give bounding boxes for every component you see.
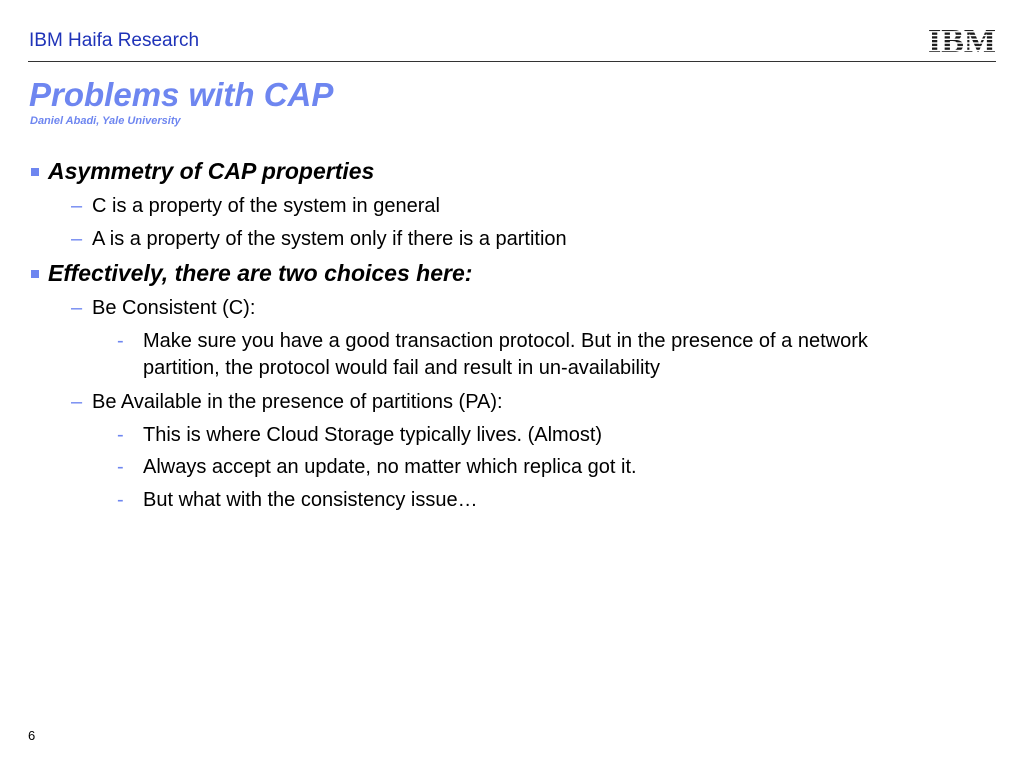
bullet-transaction-protocol-line1: Make sure you have a good transaction protocol. But in the presence of a network <box>143 330 868 352</box>
slide-header-org: IBM Haifa Research <box>29 30 200 51</box>
bullet-asymmetry: Asymmetry of CAP properties <box>48 158 375 184</box>
slide-title: Problems with CAP <box>29 76 334 113</box>
ibm-logo <box>928 25 996 55</box>
hyphen-bullet-icon: - <box>117 489 124 511</box>
slide-subtitle: Daniel Abadi, Yale University <box>30 115 181 127</box>
bullet-c-property: C is a property of the system in general <box>92 195 440 217</box>
dash-bullet-icon: – <box>71 228 83 250</box>
hyphen-bullet-icon: - <box>117 330 124 352</box>
header-divider <box>28 61 996 62</box>
bullet-consistency-issue: But what with the consistency issue… <box>143 489 478 511</box>
bullet-two-choices: Effectively, there are two choices here: <box>48 260 473 286</box>
bullet-transaction-protocol-line2: partition, the protocol would fail and result in un-availability <box>143 357 660 379</box>
page-number: 6 <box>28 728 36 743</box>
bullet-be-available: Be Available in the presence of partitions (PA): <box>92 391 503 413</box>
bullet-cloud-storage: This is where Cloud Storage typically lives. (Almost) <box>143 424 603 446</box>
square-bullet-icon <box>31 270 39 278</box>
hyphen-bullet-icon: - <box>117 424 124 446</box>
dash-bullet-icon: – <box>71 391 83 413</box>
bullet-accept-update: Always accept an update, no matter which replica got it. <box>143 456 637 478</box>
square-bullet-icon <box>31 168 39 176</box>
dash-bullet-icon: – <box>71 195 83 217</box>
bullet-be-consistent: Be Consistent (C): <box>92 297 256 319</box>
dash-bullet-icon: – <box>71 297 83 319</box>
hyphen-bullet-icon: - <box>117 456 124 478</box>
bullet-a-property: A is a property of the system only if there is a partition <box>92 228 567 250</box>
